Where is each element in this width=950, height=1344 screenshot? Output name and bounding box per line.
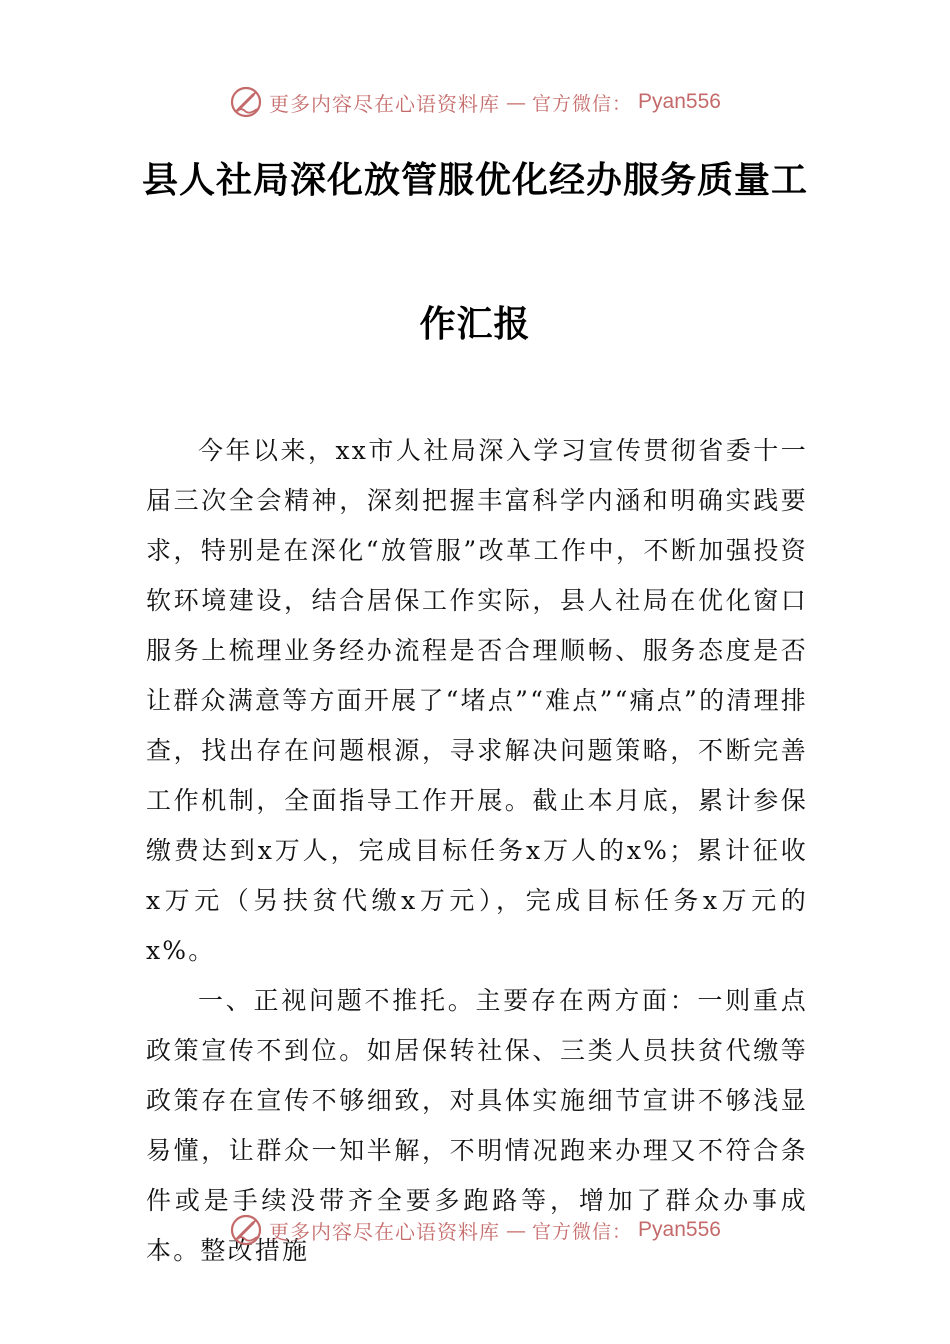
header-banner	[0, 82, 950, 122]
document-title-line1: 县人社局深化放管服优化经办服务质量工	[141, 160, 808, 201]
banner-text: 更多内容尽在心语资料库	[269, 91, 501, 116]
pen-logo-icon	[229, 85, 263, 119]
pen-logo-icon	[229, 1213, 263, 1247]
banner-wechat-id: Pyan556	[638, 1218, 721, 1241]
banner-wechat-label: 官方微信：	[532, 92, 633, 115]
body-paragraph: 一、正视问题不推托。主要存在两方面：一则重点政策宣传不到位。如居保转社保、三类人员扶贫代缴等政策存在宣传不够细致，对具体实施细节宣讲不够浅显易懂，让群众一知半解，不明情况跑来办理又不符合条件或是手续没带齐全要多跑路等，增加了群众办事成本。整改措施	[146, 986, 808, 1265]
banner-wechat-label: 官方微信：	[532, 1220, 633, 1243]
banner-wechat-id: Pyan556	[638, 90, 721, 113]
document-title-line2: 作汇报	[419, 304, 531, 345]
banner-separator: —	[506, 1218, 527, 1242]
banner-separator: —	[506, 90, 527, 114]
banner-text: 更多内容尽在心语资料库	[269, 1219, 501, 1244]
footer-banner	[0, 1210, 950, 1250]
document-body	[146, 426, 808, 1276]
body-paragraph: 今年以来，xx市人社局深入学习宣传贯彻省委十一届三次全会精神，深刻把握丰富科学内涵和明确实践要求，特别是在深化“放管服”改革工作中，不断加强投资软环境建设，结合居保工作实际，县人社局在优化窗口服务上梳理业务经办流程是否合理顺畅、服务态度是否让群众满意等方面开展了“堵点”“难点”“痛点”的清理排查，找出存在问题根源，寻求解决问题策略，不断完善工作机制，全面指导工作开展。截止本月底，累计参保缴费达到x万人，完成目标任务x万人的x%；累计征收x万元（另扶贫代缴x万元），完成目标任务x万元的x%。	[146, 436, 808, 965]
